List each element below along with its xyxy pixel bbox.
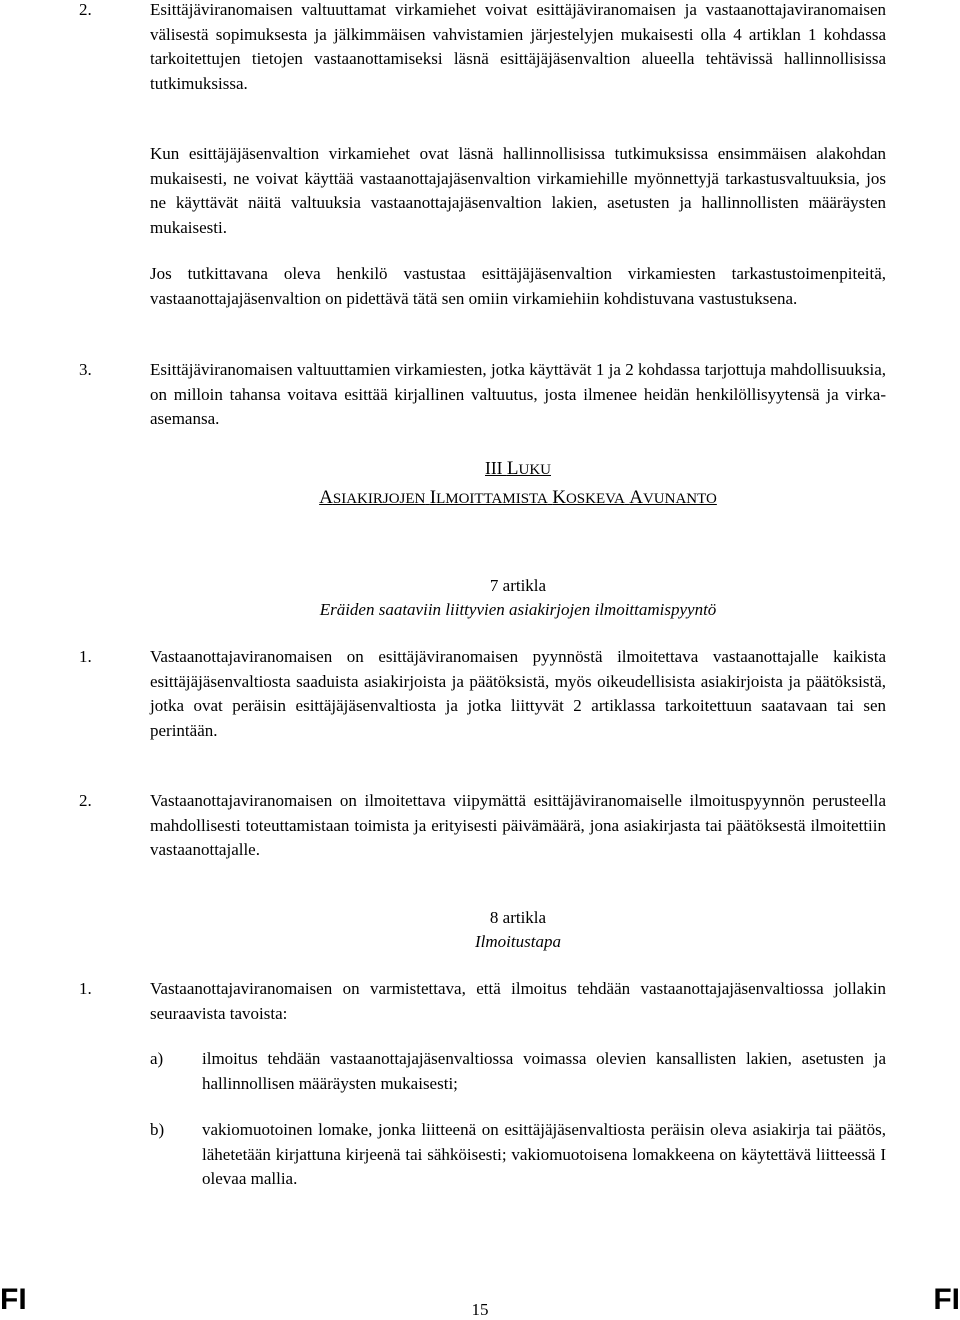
paragraph-number: 2. — [79, 0, 92, 19]
page-number: 15 — [471, 1300, 489, 1319]
list-item-text: ilmoitus tehdään vastaanottajajäsenvaltiossa voimassa olevien kansallisten lakien, asetusten ja hallinnollisen määräysten mukaisesti; — [202, 1049, 886, 1093]
paragraph-text: Esittäjäviranomaisen valtuuttamien virkamiesten, jotka käyttävät 1 ja 2 kohdassa tarjottuja mahdollisuuksia, on milloin tahansa voitava esittää kirjallinen valtuutus, josta ilmenee heidän henkilöllisyytensä ja virka-asemansa. — [150, 360, 886, 428]
paragraph-text: Kun esittäjäjäsenvaltion virkamiehet ovat läsnä hallinnollisissa tutkimuksissa ensimmäisen alakohdan mukaisesti, ne voivat käyttää vastaanottajajäsenvaltion virkamiehille myönnettyjä tarkastusvaltuuksia, jos ne käyttävät näitä valtuuksia vastaanottajajäsenvaltion lakien, asetusten ja hallinnollisten määräysten mukaisesti. — [150, 144, 886, 237]
paragraph-text: Jos tutkittavana oleva henkilö vastustaa esittäjäjäsenvaltion virkamiesten tarkastustoimenpiteitä, vastaanottajajäsenvaltion on pidettävä tätä sen omiin virkamiehiin kohdistuvana vastustuksena. — [150, 264, 886, 308]
paragraph-number: 1. — [79, 647, 92, 666]
paragraph-number: 3. — [79, 360, 92, 379]
footer-language-left: FI — [0, 1283, 27, 1316]
article-subtitle: Ilmoitustapa — [475, 932, 561, 951]
chapter-number: III LUKU — [485, 458, 551, 479]
paragraph-text: Vastaanottajaviranomaisen on ilmoitettava viipymättä esittäjäviranomaiselle ilmoituspyynnön perusteella mahdollisesti toteuttamistaan toimista ja erityisesti päivämäärä, jona asiakirjasta tai päätöksestä ilmoitettiin vastaanottajalle. — [150, 791, 886, 859]
list-item-letter: b) — [150, 1120, 165, 1139]
paragraph-number: 1. — [79, 979, 92, 998]
list-item-letter: a) — [150, 1049, 164, 1068]
paragraph-text: Esittäjäviranomaisen valtuuttamat virkamiehet voivat esittäjäviranomaisen ja vastaanottajaviranomaisen välisestä sopimuksesta ja jälkimmäisen vahvistamien järjestelyjen mukaisesti olla 4 artiklan 1 kohdassa tarkoitettujen tietojen vastaanottamiseksi läsnä esittäjäjäsenvaltion alueella tehtävissä hallinnollisissa tutkimuksissa. — [150, 0, 886, 93]
article-heading: 7 artikla — [489, 576, 547, 595]
list-item-text: vakiomuotoinen lomake, jonka liitteenä on esittäjäjäsenvaltiosta peräisin oleva asiakirja tai päätös, lähetetään kirjattuna kirjeenä tai sähköisesti; vakiomuotoisena lomakkeena on käytettävä liitteessä I olevaa mallia. — [202, 1120, 886, 1188]
paragraph-text: Vastaanottajaviranomaisen on varmistettava, että ilmoitus tehdään vastaanottajajäsenvaltiossa jollakin seuraavista tavoista: — [150, 979, 886, 1023]
chapter-title: ASIAKIRJOJEN ILMOITTAMISTA KOSKEVA AVUNANTO — [319, 487, 717, 508]
article-subtitle: Eräiden saataviin liittyvien asiakirjojen ilmoittamispyyntö — [319, 600, 717, 619]
chapter-roman: III — [485, 458, 503, 478]
paragraph-text: Vastaanottajaviranomaisen on esittäjäviranomaisen pyynnöstä ilmoitettava vastaanottajalle kaikista esittäjäjäsenvaltiosta saaduista asiakirjoista ja päätöksistä, myös oikeudellisista asiakirjoista ja päätöksistä, jotka ovat peräisin esittäjäjäsenvaltiosta ja jotka liittyvät 2 artiklassa tarkoitettuun saatavaan tai sen perintään. — [150, 647, 886, 740]
article-heading: 8 artikla — [489, 908, 547, 927]
footer-language-right: FI — [933, 1283, 960, 1316]
paragraph-number: 2. — [79, 791, 92, 810]
